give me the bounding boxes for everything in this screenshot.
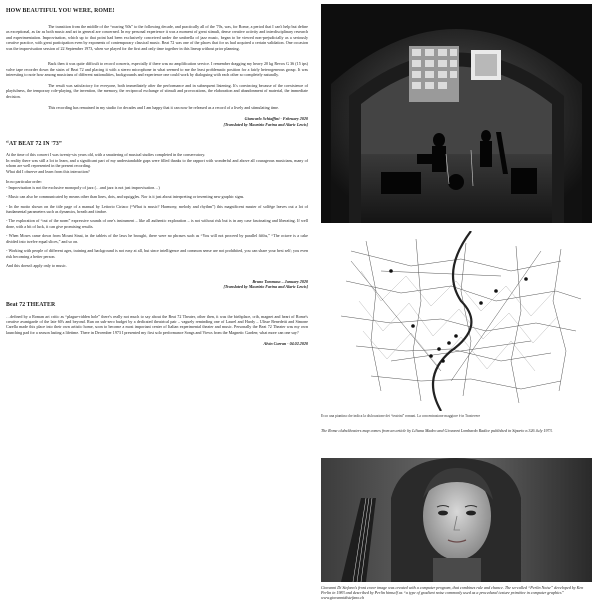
signature-curran: Alvin Curran - 04.02.2020: [263, 341, 308, 347]
rome-theaters-map: [321, 231, 592, 411]
list-item: - When Moses came down from Mount Sinai, in the tablets of the laws he brought, there were no phrases such as “You will not proceed by parallel fifths,” “The octave is a cake divided into twelve equal slices,” and so on.: [6, 233, 308, 244]
paragraph: Back then it was quite difficult to record concerts, especially if there was no amplification service. I remember dragging my heavy 20 kg Revox G 36 (15 ips) valve tape recorder down the stairs of Beat 72 and placing it with a stereo microphone in what seemed to me the least problematic position for a fairly heterogeneous group. It was interesting to note how among musicians of different nationalities, backgrounds and experience one could work by dialoguing with each other so completely naturally.: [6, 61, 308, 78]
concert-photo-image: [321, 4, 592, 223]
signature-tommaso: Bruno Tommaso – January 2020: [252, 278, 308, 284]
paragraph: In no particular order:: [6, 179, 43, 185]
translation-credit: [Translated by Maurizio Farina and Alaric Lewis]: [223, 121, 308, 127]
signature-schiaffini: Giancarlo Schiaffini - February 2020: [244, 116, 308, 122]
section-title-rome: HOW BEAUTIFUL YOU WERE, ROME!: [6, 8, 115, 14]
portrait-caption: Giovanni Di Stefano's front cover image was created with a computer program, that combines rule and chance. The so-called “Perlin Noise” developed by Ken Perlin in 1983 and described by Perlin himself as “a type of gradient noise commonly used as a procedural texture primitive in computer graphics” www.giovannidistefano.ch: [321, 585, 584, 601]
map-caption-italian: Ecco una piantina che indica la dislocazione dei “teatrini” romani. La concentrazione maggiore è in Trastevere: [321, 414, 481, 418]
portrait-photo: [321, 458, 592, 582]
map-caption: The Rome clubs/theaters map comes from an article by Liliana Madeo and Giovanni Lombardo Radice published in Sipario n.326 July 1973.: [321, 428, 553, 433]
paragraph: This recording has remained in my studio for decades and I am happy that it can now be released as a record of a lively and stimulating time.: [48, 104, 279, 110]
section-title-beat72-73: “AT BEAT 72 IN '73”: [6, 141, 62, 148]
left-column: [6, 8, 308, 347]
paragraph: …defined by a Roman art critic as “plague-ridden hole” there's really not much to say about the Beat 72 Theater, other then, it was the birthplace, crib, magnet and heart of Rome's creative avantgarde of the late 60's and beyond. Run on sub-zero budget by a dedicated theatrical pair – vaguely reminding one of Laurel and Hardy – Ulisse Benedetti and Simone Carella made this place into their own artistic home, soon to become a most important center of Italian experimental theater and music. Personally the Beat 72 Theater was my own launching pad for a season lasting a lifetime. There in December 1973 I presented my first solo performance Songs and Views from the Magnetic Garden; what more can one say?: [6, 313, 308, 335]
map-image: [321, 231, 592, 411]
paragraph: In reality there was still a lot to learn, and a significant part of my understandable gaps were filled thanks to the rapport with wonderful and above all courageous musicians, many of whom are well represented in the present recording.: [6, 157, 308, 169]
translation-credit: [Translated by Maurizio Farina and Alaric Lewis]: [223, 284, 308, 290]
concert-photo: [321, 4, 592, 223]
section-title-beat72-theater: Beat 72 THEATER: [6, 301, 56, 308]
paragraph: The result was satisfactory for everyone, both immediately after the performance and in subsequent listening. It's convincing because of the coexistence of playfulness, the temporary role-playing, the invention, the memory, the reciprocal exchange of stimuli and provocations, the elaboration and abandonment of material, the immediate decision.: [6, 82, 308, 99]
paragraph: At the time of this concert I was twenty-six years old, with a smattering of musical studies completed in the conservatory.: [6, 152, 206, 158]
portrait-image: [321, 458, 592, 582]
paragraph: What did I observe and learn from this interaction?: [6, 168, 90, 174]
paragraph: The transition from the middle of the “roaring '60s” to the following decade, and practically all of the '70s, was, for Rome, a period that I can't help but define as exceptional, as far as both music and art in general are concerned. In my personal experience it was a moment of great stimuli, dense creative activity and interdisciplinary research and experimentation. Improvisation, which up to that point had been exclusively conceived under the umbrella of jazz music, began to be viewed non-prejudicially as a seriously creative practice, with great participation even by exponents of contemporary classical music. Beat 72 was one of the places that for us had acquired a certain validation. One occasion was the improvisation session of 22 September 1973, when we played for the first and only time together in this lineup without prior planning.: [6, 24, 308, 51]
list-item: - Music can also be communicated by means other than lines, dots, and squiggles. Nor is it just about interpreting or inventing new graphic signs.: [6, 194, 245, 200]
list-item: - Working with people of different ages, training and background is not easy at all, but since intelligence and common sense are not prohibited, you can share your best self; you even risk becoming a better person.: [6, 248, 308, 259]
paragraph: And this doesn't apply only to music.: [6, 263, 67, 269]
list-item: - In the motto shown on the title page of a manual by Lettorio Ciriaco (“What is music? Harmony, melody and rhythm”) this magnificent master of solfège leaves out a lot of fundamental parameters such as dynamics, breath and timbre.: [6, 203, 308, 214]
list-item: - The exploration of “out of the norm” expressive sounds of one's instrument – like all authentic exploration – is not without risk but is in any case fascinating and liberating. If well done, with a bit of luck, it can give promising results.: [6, 218, 308, 229]
list-item: - Improvisation is not the exclusive monopoly of jazz (…and jazz is not just improvisation…): [6, 184, 160, 190]
